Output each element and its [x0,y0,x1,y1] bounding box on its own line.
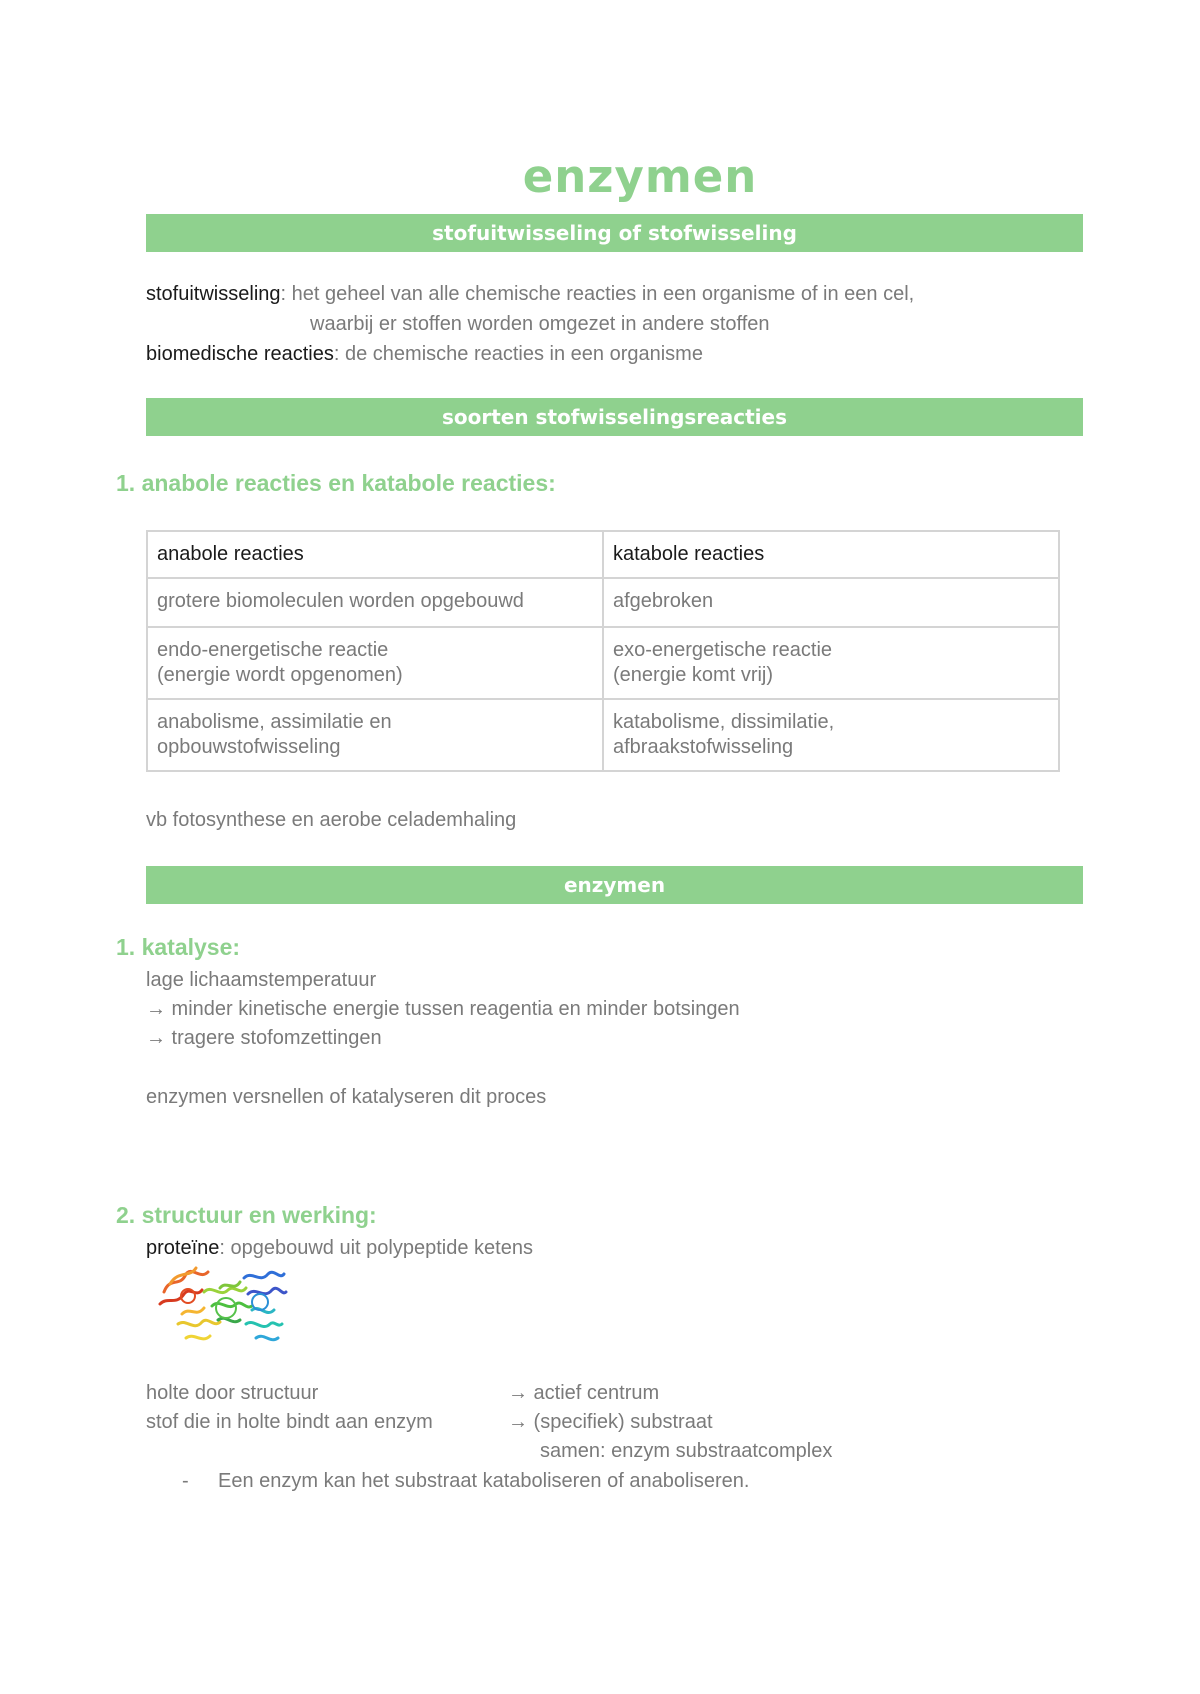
heading-katalyse: 1. katalyse: [116,934,241,960]
definition-text: : het geheel van alle chemische reacties in een organisme of in een cel, [280,283,915,305]
reactions-table [146,530,1060,772]
katalyse-line1: lage lichaamstemperatuur [146,969,377,991]
heading-anabole-katabole: 1. anabole reacties en katabole reacties: [116,470,556,496]
cell-line: opbouwstofwisseling [157,736,341,758]
structuur-row1-left: holte door structuur [146,1382,319,1404]
bullet-marker: - [182,1470,189,1492]
bullet-text: Een enzym kan het substraat kataboliseren of anaboliseren. [218,1470,750,1492]
table-row [147,627,1059,699]
definition-text: : opgebouwd uit polypeptide ketens [219,1237,533,1259]
table-row [147,699,1059,771]
definition-stofuitwisseling-line2: waarbij er stoffen worden omgezet in andere stoffen [310,313,770,335]
structuur-row3-right: samen: enzym substraatcomplex [540,1440,833,1462]
katalyse-line2: → minder kinetische energie tussen reagentia en minder botsingen [146,998,740,1020]
cell-line: (energie komt vrij) [613,664,774,686]
cell-line: endo-energetische reactie [157,639,389,661]
table-row [147,578,1059,627]
table-cell [147,699,603,771]
cell-line: katabolisme, dissimilatie, [613,711,835,733]
section-banner-enzymen: enzymen [146,866,1083,904]
cell-line: exo-energetische reactie [613,639,833,661]
definition-biomedisch [146,342,703,366]
protein-structure-image [156,1262,290,1352]
term-stofuitwisseling: stofuitwisseling [146,283,281,305]
heading-structuur: 2. structuur en werking: [116,1202,377,1228]
table-cell: afgebroken [603,578,1059,627]
cell-line: afbraakstofwisseling [613,736,794,758]
katalyse-line4: enzymen versnellen of katalyseren dit proces [146,1086,547,1108]
table-header-row [147,531,1059,578]
term-biomedische-reacties: biomedische reacties [146,343,334,365]
proteine-definition [146,1236,533,1260]
table-cell [603,627,1059,699]
table-header-cell: katabole reacties [603,531,1059,578]
katalyse-line3: → tragere stofomzettingen [146,1027,382,1049]
section-banner-soorten: soorten stofwisselingsreacties [146,398,1083,436]
table-cell [147,627,603,699]
structuur-row2-right: → (specifiek) substraat [508,1411,713,1433]
table-cell: grotere biomoleculen worden opgebouwd [147,578,603,627]
table-header-cell: anabole reacties [147,531,603,578]
structuur-row1-right: → actief centrum [508,1382,660,1404]
structuur-row2-left: stof die in holte bindt aan enzym [146,1411,433,1433]
definition-text: : de chemische reacties in een organisme [333,343,703,365]
example-text: vb fotosynthese en aerobe celademhaling [146,809,517,831]
section-banner-stofwisseling: stofuitwisseling of stofwisseling [146,214,1083,252]
cell-line: (energie wordt opgenomen) [157,664,403,686]
cell-line: anabolisme, assimilatie en [157,711,392,733]
term-proteine: proteïne [146,1237,220,1259]
page-title: enzymen [522,150,758,203]
table-cell [603,699,1059,771]
definition-stofuitwisseling-line1 [146,282,914,306]
